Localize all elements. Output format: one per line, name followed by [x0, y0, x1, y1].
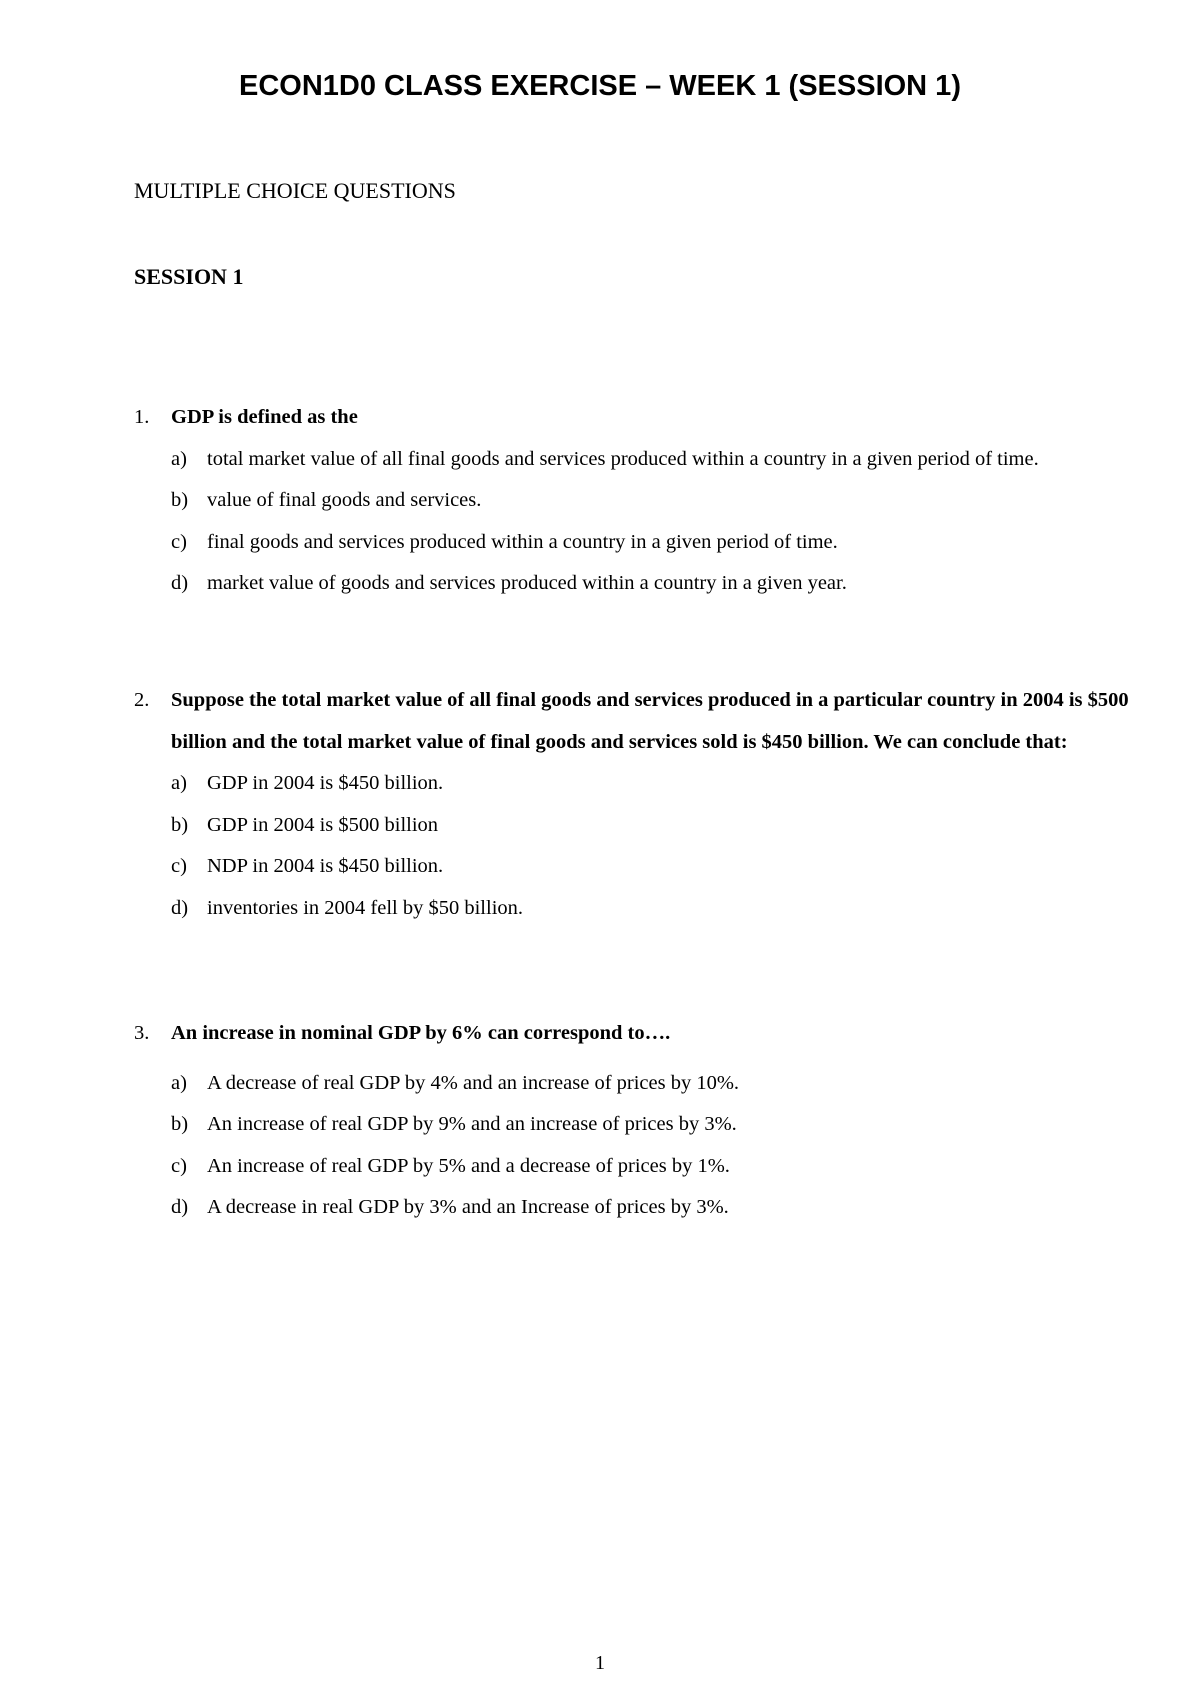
option-letter: b) — [171, 489, 189, 511]
section-label: MULTIPLE CHOICE QUESTIONS — [134, 178, 456, 203]
question-text: An increase in nominal GDP by 6% can correspond to…. — [171, 1022, 671, 1044]
option-letter: a) — [171, 772, 187, 794]
session-heading: SESSION 1 — [134, 264, 244, 289]
answer-options — [134, 1063, 1179, 1229]
option-letter: c) — [171, 530, 187, 553]
answer-option-a — [134, 1063, 1179, 1105]
answer-option-c — [134, 846, 1179, 888]
option-letter: d) — [171, 572, 189, 594]
answer-option-d — [134, 563, 1179, 605]
option-letter: a) — [171, 1071, 187, 1094]
question-text: Suppose the total market value of all final goods and services produced in a particular country in 2004 is $500 billion and the total market value of final goods and services sold is $450 billion. We can conclude that: — [171, 689, 1129, 753]
option-text: A decrease in real GDP by 3% and an Increase of prices by 3%. — [207, 1196, 729, 1218]
option-letter: c) — [171, 855, 187, 877]
option-text: GDP in 2004 is $450 billion. — [207, 772, 444, 794]
question-number: 2. — [134, 689, 150, 711]
question-text: GDP is defined as the — [171, 406, 358, 428]
question-stem — [134, 1013, 1179, 1055]
option-text: GDP in 2004 is $500 billion — [207, 813, 439, 836]
option-letter: a) — [171, 447, 187, 470]
option-text: inventories in 2004 fell by $50 billion. — [207, 896, 524, 919]
option-letter: b) — [171, 813, 189, 836]
document-title: ECON1D0 CLASS EXERCISE – WEEK 1 (SESSION 1) — [239, 70, 961, 102]
question-3 — [134, 1013, 1179, 1229]
answer-option-d — [134, 1187, 1179, 1229]
answer-option-a — [134, 763, 1179, 805]
question-number: 3. — [134, 1022, 150, 1044]
answer-option-d — [134, 888, 1179, 930]
option-text: market value of goods and services produced within a country in a given year. — [207, 572, 847, 594]
answer-option-b — [134, 1104, 1179, 1146]
option-letter: c) — [171, 1154, 187, 1177]
answer-option-c — [134, 522, 1179, 564]
option-text: total market value of all final goods and services produced within a country in a given period of time. — [207, 447, 1039, 470]
answer-options — [134, 763, 1179, 929]
option-text: A decrease of real GDP by 4% and an increase of prices by 10%. — [207, 1071, 740, 1094]
answer-options — [134, 439, 1179, 605]
page-number: 1 — [595, 1652, 605, 1674]
option-text: An increase of real GDP by 5% and a decrease of prices by 1%. — [207, 1154, 730, 1177]
answer-option-b — [134, 805, 1179, 847]
option-letter: d) — [171, 1196, 189, 1218]
question-1 — [134, 397, 1179, 605]
question-number: 1. — [134, 406, 150, 428]
answer-option-c — [134, 1146, 1179, 1188]
answer-option-b — [134, 480, 1179, 522]
option-text: NDP in 2004 is $450 billion. — [207, 855, 444, 877]
option-letter: d) — [171, 896, 189, 919]
question-stem — [134, 680, 1179, 763]
question-2 — [134, 680, 1179, 929]
question-stem — [134, 397, 1179, 439]
option-text: value of final goods and services. — [207, 489, 482, 511]
option-text: final goods and services produced within a country in a given period of time. — [207, 530, 838, 553]
option-text: An increase of real GDP by 9% and an increase of prices by 3%. — [207, 1113, 737, 1135]
option-letter: b) — [171, 1113, 189, 1135]
answer-option-a — [134, 439, 1179, 481]
